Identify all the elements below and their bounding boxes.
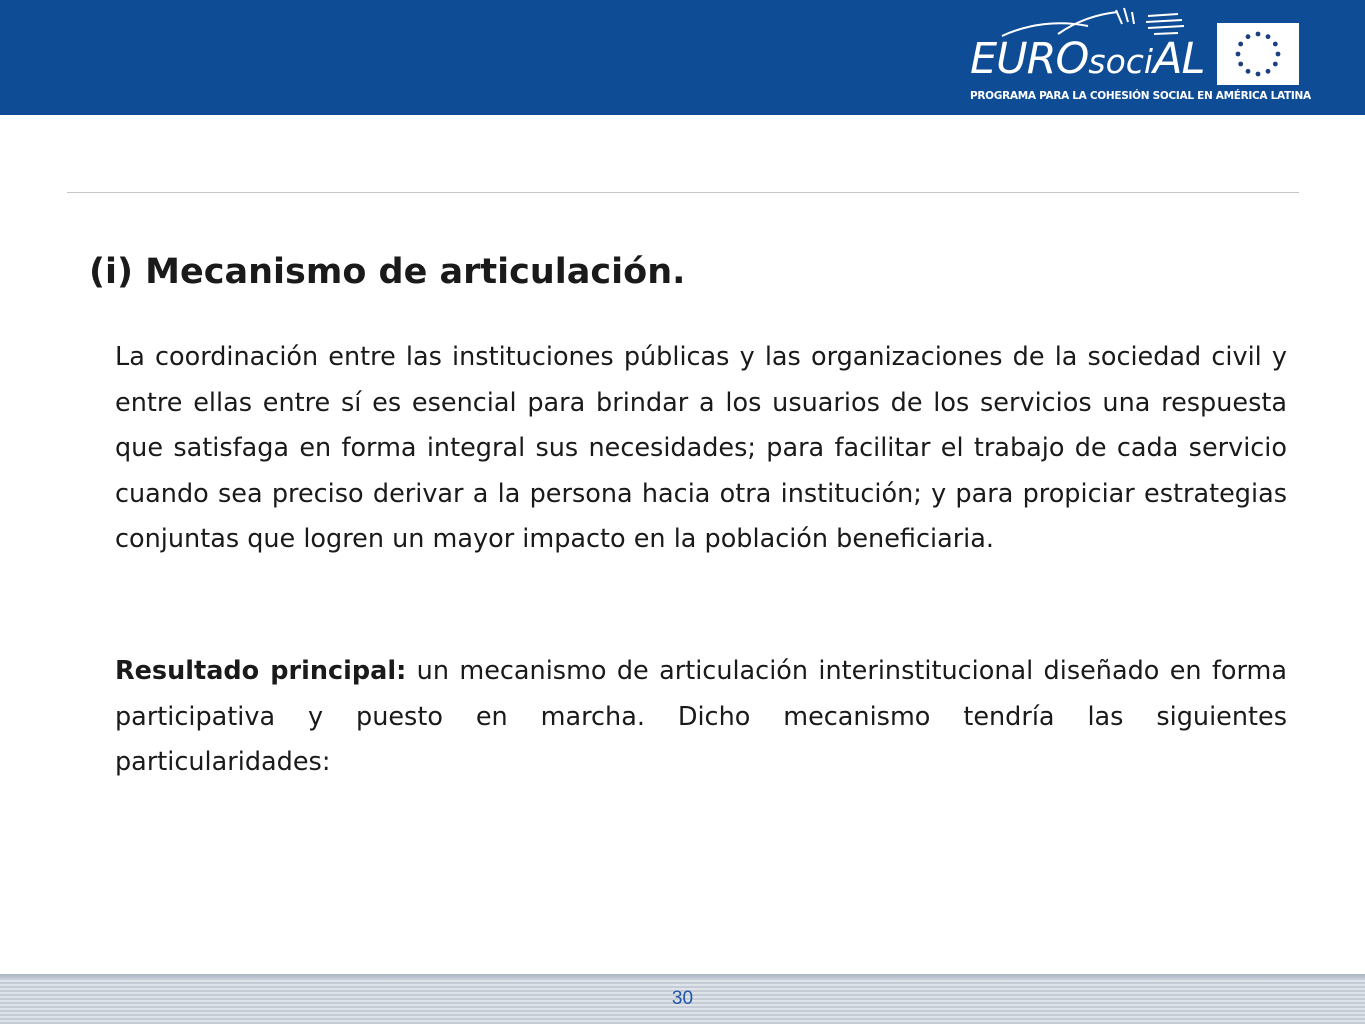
flag-star <box>1238 42 1243 47</box>
flag-star <box>1273 42 1278 47</box>
result-label: Resultado principal: <box>115 656 407 686</box>
flag-star <box>1273 62 1278 67</box>
flag-star <box>1266 69 1271 74</box>
result-text: un mecanismo de articulación interinstitucional diseñado en forma participativa y puesto en marcha. Dicho mecanismo tendría las siguientes particularidades: <box>115 656 1288 777</box>
flag-star <box>1238 62 1243 67</box>
page-number: 30 <box>671 988 694 1009</box>
logo-tagline: PROGRAMA PARA LA COHESIÓN SOCIAL EN AMÉRICA LATINA <box>970 90 1311 102</box>
flag-star <box>1266 34 1271 39</box>
flag-star <box>1256 32 1261 37</box>
flag-star <box>1246 34 1251 39</box>
flag-star <box>1276 52 1281 57</box>
header-bar <box>0 0 1365 115</box>
logo-wordmark: EUROsociAL <box>970 34 1205 84</box>
footer-top-band <box>0 974 1365 980</box>
footer-bar <box>0 974 1365 1024</box>
flag-star <box>1236 52 1241 57</box>
eu-flag-icon <box>1217 23 1299 85</box>
flag-star <box>1256 72 1261 77</box>
body-paragraph-coordination: La coordinación entre las instituciones públicas y las organizaciones de la sociedad civil y entre ellas entre sí es esencial para brindar a los usuarios de los servicios una respuesta que satisfaga en forma integral sus necesidades; para facilitar el trabajo de cada servicio cuando sea preciso derivar a la persona hacia otra institución; y para propiciar estrategias conjuntas que logren un mayor impacto en la población beneficiaria. <box>115 342 1287 554</box>
body-paragraph-result <box>115 649 1287 786</box>
slide-title: (i) Mecanismo de articulación. <box>89 252 686 292</box>
title-divider <box>67 192 1299 193</box>
flag-star <box>1246 69 1251 74</box>
eurosocial-logo <box>958 6 1310 108</box>
